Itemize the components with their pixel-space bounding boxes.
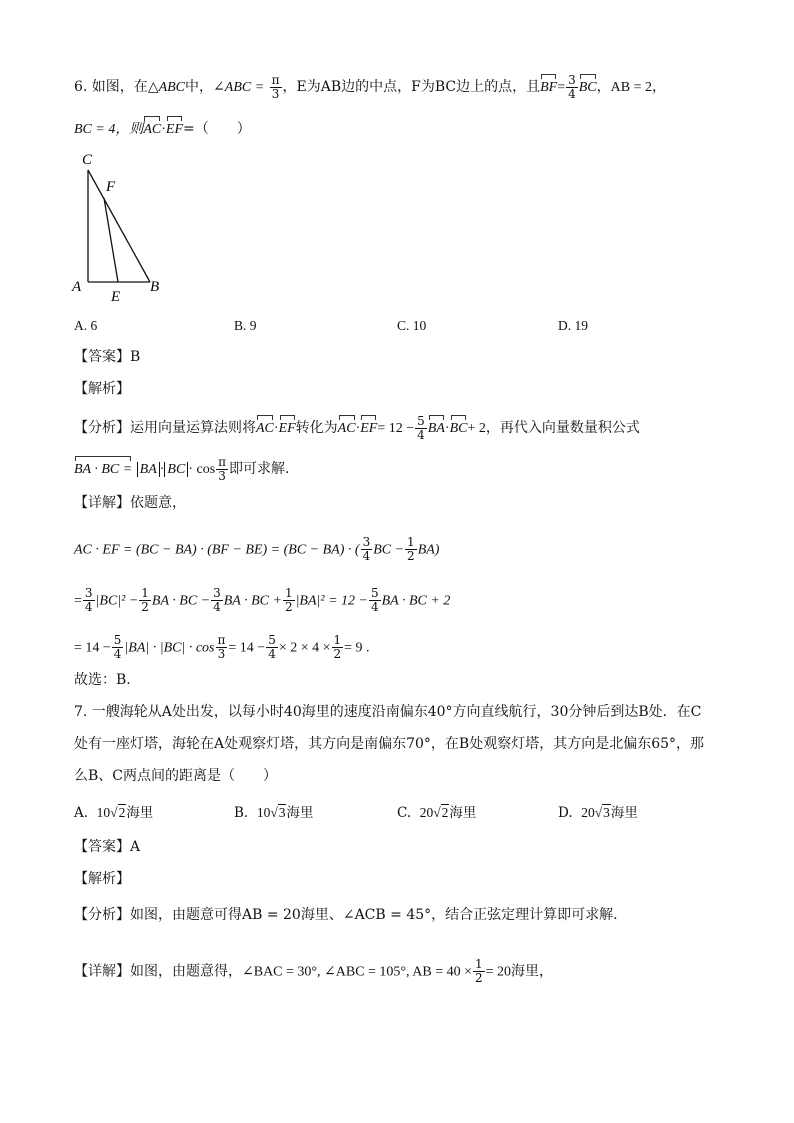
q6-option-b: B. 9	[234, 318, 257, 333]
q7-option-d: D. 20√3海里	[558, 805, 638, 821]
q6-stem-line1: 6. 如图，在△ABC中，∠ABC = $\frac{\pi}{3}$ ，E为AB边的中点，F为BC边上的点，且BF= $\frac{3}{4}$ BC，AB = 2，	[74, 72, 666, 101]
q6-choose: 故选：B.	[74, 672, 131, 688]
q6-derivation-line1: AC · EF = (BC − BA) · (BF − BE) = (BC − BA) · ( $\frac{3}{4}$ BC − $\frac{1}{2}$ BA)	[74, 535, 440, 563]
segment-cb	[88, 170, 150, 282]
pi-over-3: $\frac{\pi}{3}$	[271, 72, 280, 101]
q7-answer: 【答案】A	[74, 839, 141, 855]
q6-option-d: D. 19	[558, 318, 588, 333]
q7-detail-line: 【详解】如图，由题意得，∠BAC = 30°, ∠ABC = 105°, AB = 40 × $\frac{1}{2}$ = 20海里，	[74, 957, 554, 985]
q6-analysis-label: 【解析】	[74, 381, 130, 397]
triangle-figure	[66, 148, 176, 308]
q6-option-a: A. 6	[74, 318, 98, 333]
q6-analysis-line1: 【分析】运用向量运算法则将AC·EF转化为AC·EF= 12 − $\frac{5}{4}$ BA·BC+ 2，再代入向量数量积公式	[74, 413, 640, 442]
label-c: C	[82, 152, 93, 168]
q7-analysis-label: 【解析】	[74, 871, 130, 887]
q7-analysis-line: 【分析】如图，由题意可得AB = 20海里、∠ACB = 45°，结合正弦定理计算即可求解.	[74, 907, 618, 923]
q7-stem-line2: 处有一座灯塔，海轮在A处观察灯塔，其方向是南偏东70°，在B处观察灯塔，其方向是北偏东65°，那	[74, 736, 705, 752]
q6-derivation-line2: = $\frac{3}{4}$ |BC|² − $\frac{1}{2}$ BA · BC − $\frac{3}{4}$ BA · BC + $\frac{1}{2}$ |BA|² = 12 − $\frac{5}{4}$ BA · BC + 2	[74, 586, 451, 614]
label-f: F	[106, 179, 116, 195]
q7-option-a: A. 10√2海里	[74, 805, 154, 821]
label-b: B	[150, 279, 160, 295]
q6-detail-label: 【详解】依题意，	[74, 495, 186, 511]
label-a: A	[72, 279, 82, 295]
q7-option-b: B. 10√3海里	[234, 805, 314, 821]
q6-answer: 【答案】B	[74, 349, 141, 365]
q6-derivation-line3: = 14 − $\frac{5}{4}$ |BA| · |BC| · cos $\frac{\pi}{3}$ = 14 − $\frac{5}{4}$ × 2 × 4 × $\frac{1}{2}$ = 9 .	[74, 633, 370, 661]
q6-stem-line2: BC = 4，则AC·EF=（ ）	[74, 115, 251, 139]
q7-stem-line1: 7. 一艘海轮从A处出发，以每小时40海里的速度沿南偏东40°方向直线航行，30分钟后到达B处．在C	[74, 704, 702, 720]
q6-analysis-line2: BA · BC = BA · BC · cos $\frac{\pi}{3}$ 即可求解.	[74, 454, 290, 483]
label-e: E	[111, 289, 121, 305]
q6-option-c: C. 10	[397, 318, 427, 333]
q7-stem-line3: 么B、C两点间的距离是（ ）	[74, 768, 277, 784]
q7-option-c: C. 20√2海里	[397, 805, 477, 821]
three-quarters: $\frac{3}{4}$	[568, 72, 576, 101]
